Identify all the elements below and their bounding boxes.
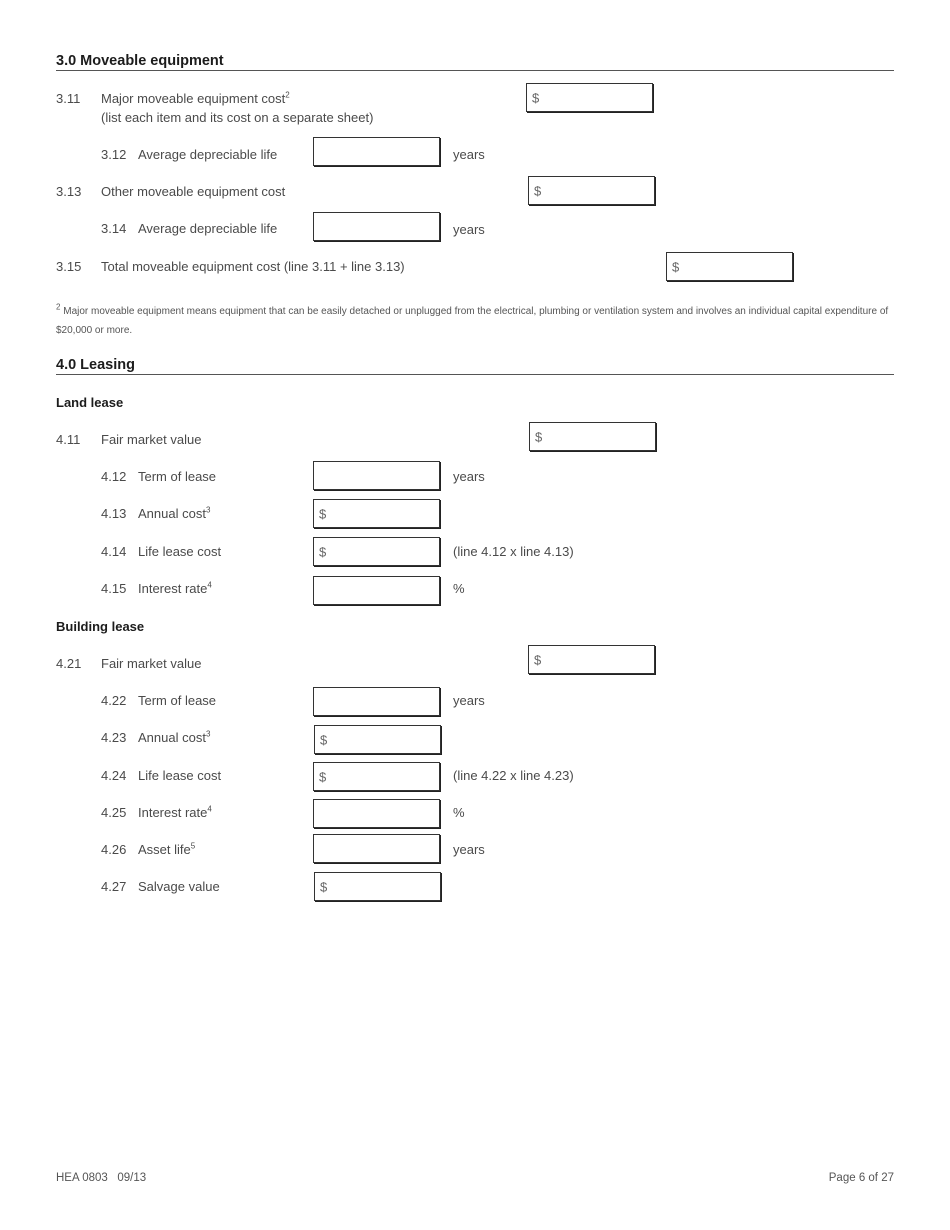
asset-life-input[interactable]	[318, 837, 435, 860]
land-life-lease-cost-field[interactable]	[313, 537, 440, 566]
label-total-moveable-equipment-cost: Total moveable equipment cost (line 3.11 + line 3.13)	[101, 259, 405, 274]
line-number-3-13: 3.13	[56, 184, 82, 199]
line-number-4-27: 4.27	[101, 879, 127, 894]
major-moveable-equipment-cost-field[interactable]	[526, 83, 653, 112]
line-number-4-12: 4.12	[101, 469, 127, 484]
land-fair-market-value-input[interactable]	[548, 425, 651, 448]
unit-percent: %	[453, 805, 465, 820]
land-fair-market-value-field[interactable]	[529, 422, 656, 451]
currency-prefix: $	[320, 879, 328, 894]
line-number-4-11: 4.11	[56, 432, 81, 447]
land-life-lease-cost-input[interactable]	[332, 540, 435, 563]
label-building-term-of-lease: Term of lease	[138, 693, 217, 708]
section-3-divider	[56, 70, 894, 71]
building-annual-cost-input[interactable]	[333, 728, 436, 751]
average-depreciable-life-3-12-input[interactable]	[318, 140, 435, 163]
unit-years: years	[453, 147, 485, 162]
land-interest-rate-input[interactable]	[318, 579, 435, 602]
section-3-title: 3.0 Moveable equipment	[56, 53, 224, 69]
label-land-life-lease-cost: Life lease cost	[138, 544, 222, 559]
label-salvage-value: Salvage value	[138, 879, 220, 894]
page-number: Page 6 of 27	[828, 1172, 894, 1184]
line-number-3-12: 3.12	[101, 147, 127, 162]
line-number-3-11: 3.11	[56, 91, 81, 106]
other-moveable-equipment-cost-input[interactable]	[547, 179, 650, 202]
unit-years: years	[453, 842, 485, 857]
footnote-ref-3: 3	[205, 729, 211, 739]
salvage-value-field[interactable]	[314, 872, 441, 901]
label-land-interest-rate: Interest rate$^4$	[138, 580, 212, 596]
average-depreciable-life-3-12-field[interactable]	[313, 137, 440, 166]
land-lease-heading: Land lease	[56, 395, 124, 410]
label-list-each-item: (list each item and its cost on a separate sheet)	[101, 110, 374, 125]
unit-years: years	[453, 693, 485, 708]
unit-years: years	[453, 469, 485, 484]
label-asset-life: Asset life$^5$	[138, 841, 196, 857]
average-depreciable-life-3-14-input[interactable]	[318, 215, 435, 238]
footnote-ref-3: 3	[205, 505, 211, 515]
building-interest-rate-input[interactable]	[318, 802, 435, 825]
label-land-term-of-lease: Term of lease	[138, 469, 217, 484]
total-moveable-equipment-cost-input[interactable]	[685, 255, 788, 278]
label-land-annual-cost: Annual cost$^3$	[138, 505, 211, 521]
building-life-lease-cost-field[interactable]	[313, 762, 440, 791]
formula-note-4-14: (line 4.12 x line 4.13)	[453, 544, 574, 559]
line-number-4-13: 4.13	[101, 506, 127, 521]
building-term-of-lease-field[interactable]	[313, 687, 440, 716]
land-term-of-lease-input[interactable]	[318, 464, 435, 487]
building-annual-cost-field[interactable]	[314, 725, 441, 754]
label-building-interest-rate: Interest rate$^4$	[138, 804, 212, 820]
currency-prefix: $	[535, 429, 543, 444]
line-number-4-24: 4.24	[101, 768, 127, 783]
average-depreciable-life-3-14-field[interactable]	[313, 212, 440, 241]
label-building-annual-cost: Annual cost$^3$	[138, 729, 211, 745]
footnote-marker: 2	[56, 302, 61, 312]
currency-prefix: $	[534, 183, 542, 198]
formula-note-4-24: (line 4.22 x line 4.23)	[453, 768, 574, 783]
currency-prefix: $	[319, 769, 327, 784]
building-term-of-lease-input[interactable]	[318, 690, 435, 713]
currency-prefix: $	[319, 506, 327, 521]
label-building-fair-market-value: Fair market value	[101, 656, 202, 671]
label-land-fair-market-value: Fair market value	[101, 432, 202, 447]
line-number-4-23: 4.23	[101, 730, 127, 745]
line-number-4-21: 4.21	[56, 656, 82, 671]
major-moveable-equipment-cost-input[interactable]	[545, 86, 648, 109]
currency-prefix: $	[672, 259, 680, 274]
line-number-4-22: 4.22	[101, 693, 127, 708]
label-building-life-lease-cost: Life lease cost	[138, 768, 222, 783]
form-identifier: HEA 0803 09/13	[56, 1172, 147, 1184]
currency-prefix: $	[532, 90, 540, 105]
label-major-moveable-equipment-cost: Major moveable equipment cost$^2$	[101, 90, 290, 106]
label-average-depreciable-life-3-12: Average depreciable life	[138, 147, 278, 162]
currency-prefix: $	[534, 652, 542, 667]
footnote-ref-4: 4	[207, 580, 212, 590]
building-fair-market-value-field[interactable]	[528, 645, 655, 674]
land-interest-rate-field[interactable]	[313, 576, 440, 605]
land-term-of-lease-field[interactable]	[313, 461, 440, 490]
unit-percent: %	[453, 581, 465, 596]
label-other-moveable-equipment-cost: Other moveable equipment cost	[101, 184, 286, 199]
land-annual-cost-field[interactable]	[313, 499, 440, 528]
building-lease-heading: Building lease	[56, 619, 145, 634]
unit-years: years	[453, 222, 485, 237]
line-number-4-26: 4.26	[101, 842, 127, 857]
total-moveable-equipment-cost-field[interactable]	[666, 252, 793, 281]
other-moveable-equipment-cost-field[interactable]	[528, 176, 655, 205]
building-life-lease-cost-input[interactable]	[332, 765, 435, 788]
section-4-title: 4.0 Leasing	[56, 357, 135, 373]
currency-prefix: $	[320, 732, 328, 747]
line-number-3-15: 3.15	[56, 259, 82, 274]
footnote-ref-5: 5	[190, 841, 196, 851]
salvage-value-input[interactable]	[333, 875, 436, 898]
footnote-ref-2: 2	[285, 90, 290, 100]
building-interest-rate-field[interactable]	[313, 799, 440, 828]
line-number-3-14: 3.14	[101, 221, 127, 236]
currency-prefix: $	[319, 544, 327, 559]
label-average-depreciable-life-3-14: Average depreciable life	[138, 221, 278, 236]
asset-life-field[interactable]	[313, 834, 440, 863]
building-fair-market-value-input[interactable]	[547, 648, 650, 671]
line-number-4-15: 4.15	[101, 581, 127, 596]
land-annual-cost-input[interactable]	[332, 502, 435, 525]
section-4-divider	[56, 374, 894, 375]
line-number-4-25: 4.25	[101, 805, 127, 820]
line-number-4-14: 4.14	[101, 544, 127, 559]
footnote-2: $^2$ Major moveable equipment means equipment that can be easily detached or unplugged from the electrical, plumbing or ventilation system and involves an individual capital expenditure of $20,000 or more.	[56, 302, 889, 336]
footnote-ref-4: 4	[207, 804, 212, 814]
